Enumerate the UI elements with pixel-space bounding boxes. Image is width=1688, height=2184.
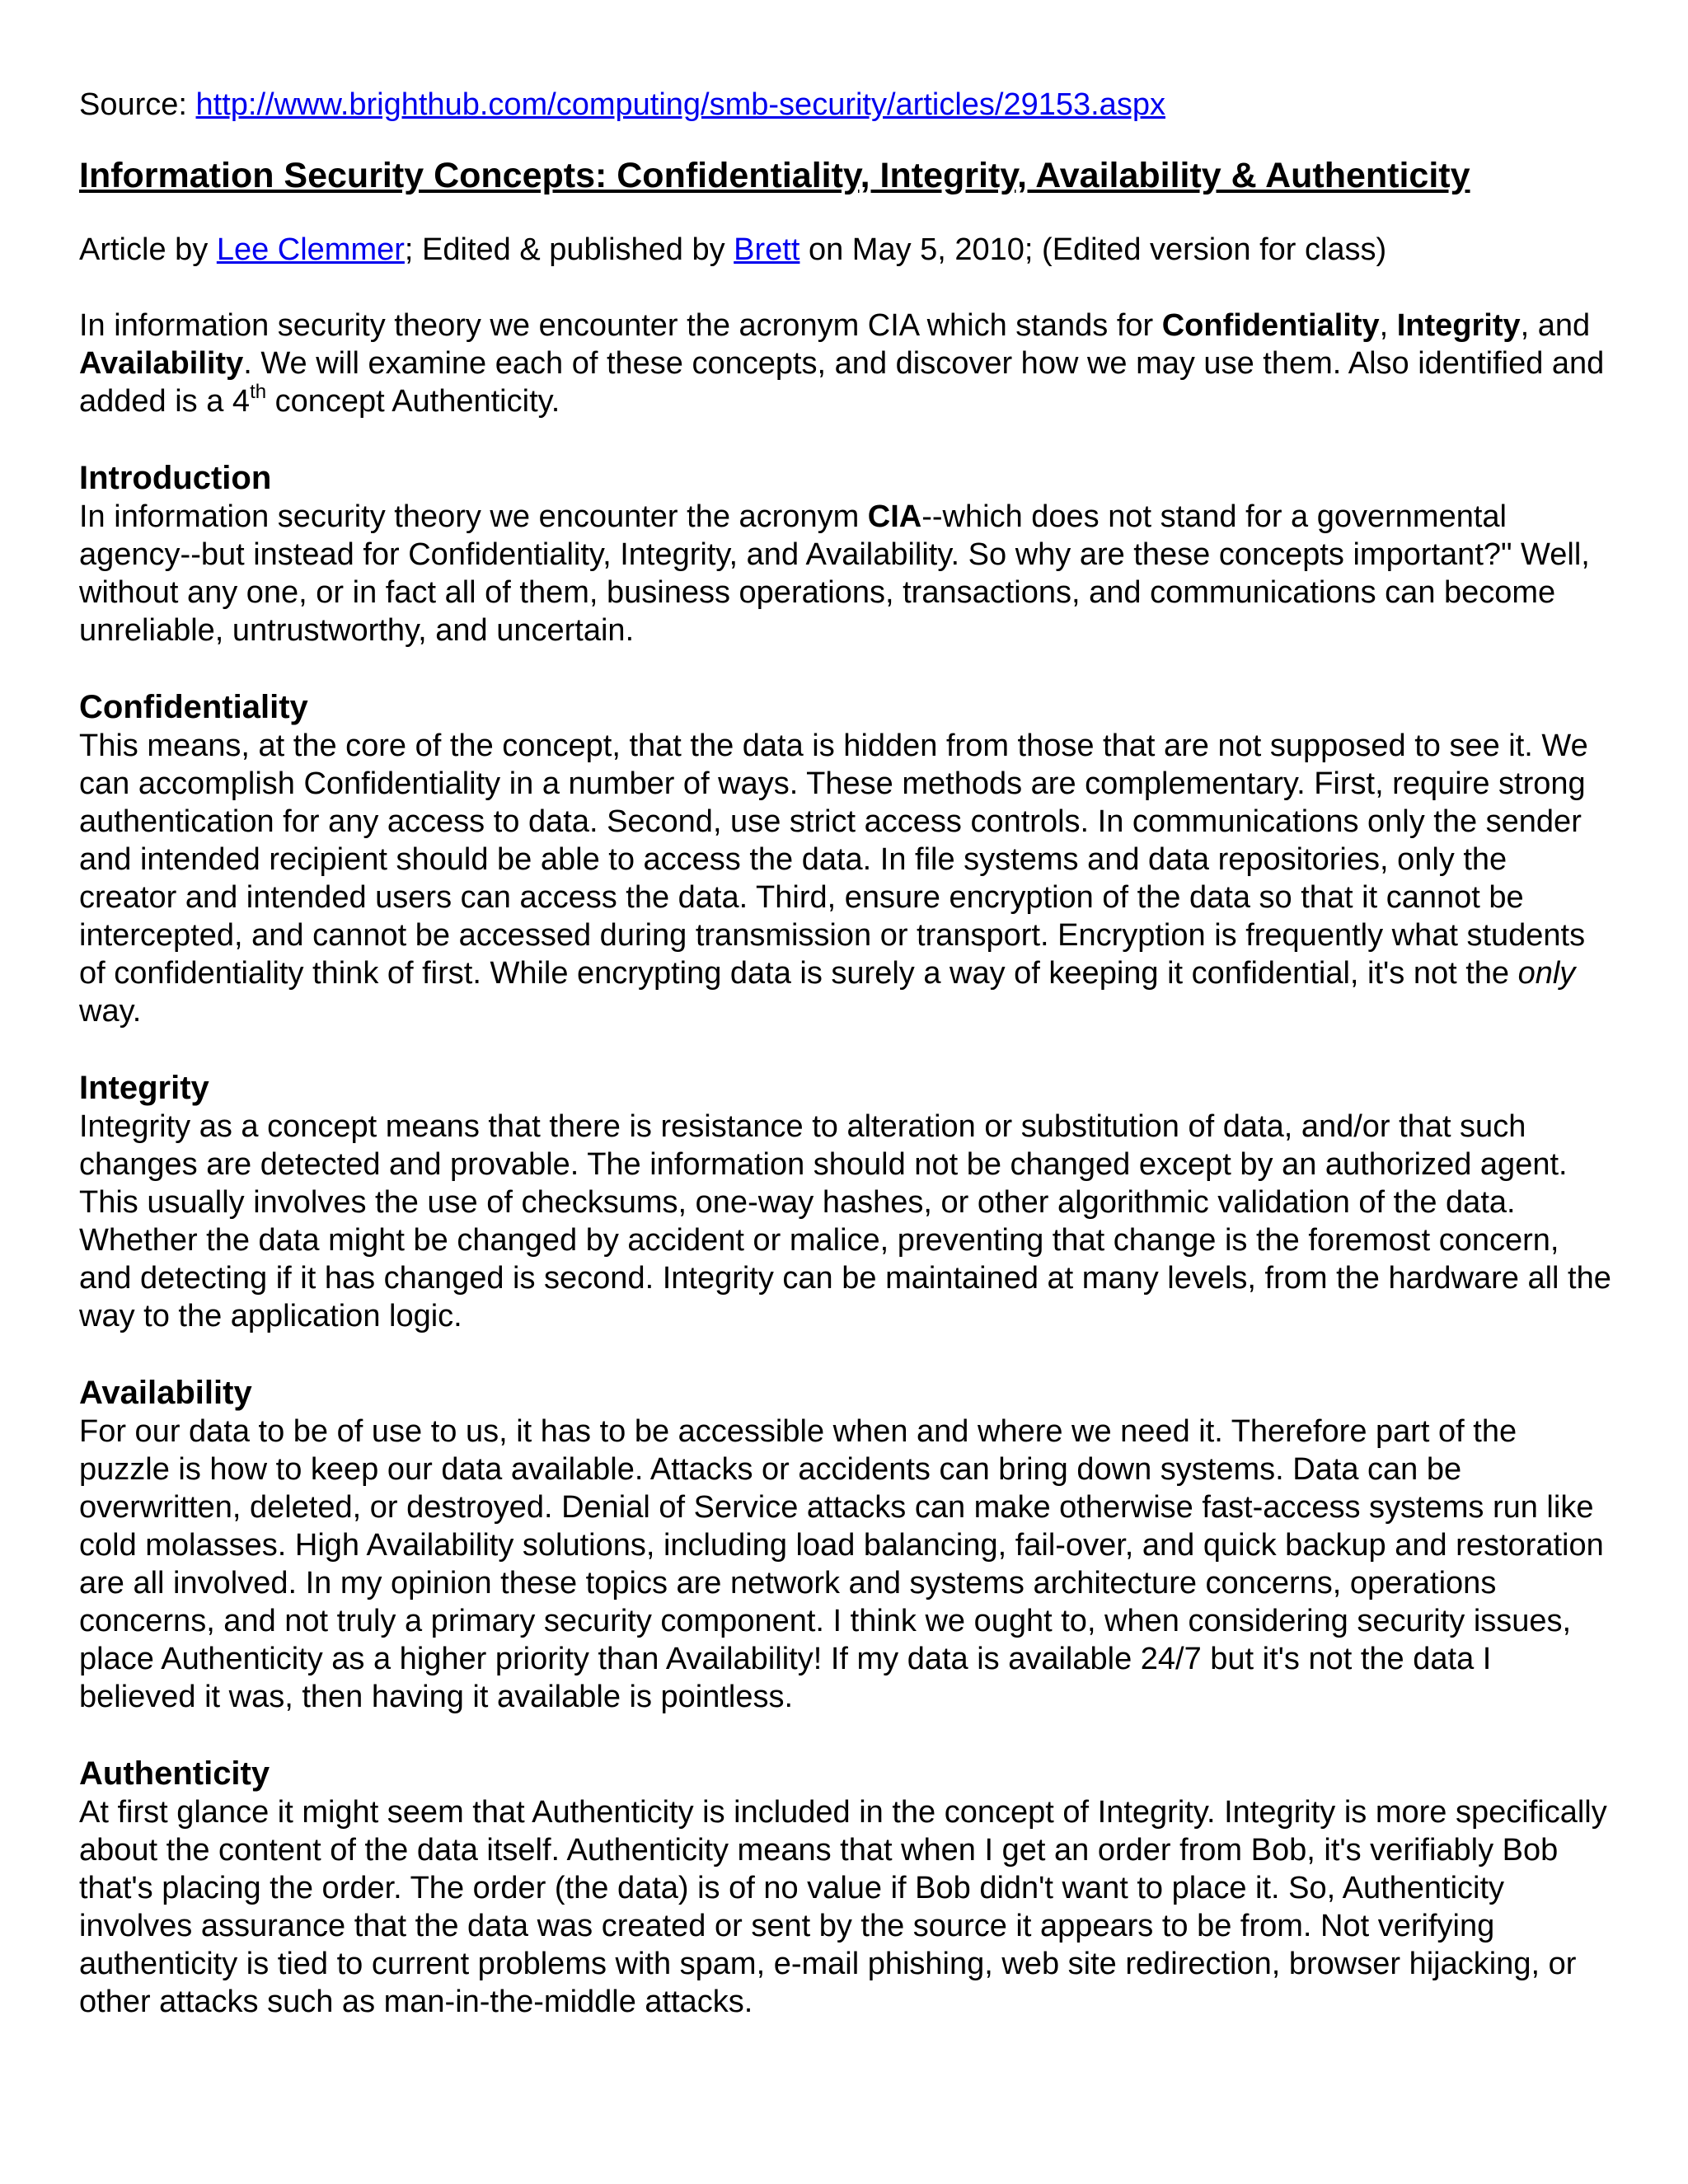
section-body: For our data to be of use to us, it has to be accessible when and where we need it. Therefore part of the puzzle is how to keep our data available. Attacks or accidents can bring down systems. Data can be overwritten, deleted, or destroyed. Denial of Service attacks can make otherwise fast-access systems run like cold molasses. High Availability solutions, including load balancing, fail-over, and quick backup and restoration are all involved. In my opinion these topics are network and systems architecture concerns, operations concerns, and not truly a primary security component. I think we ought to, when considering security issues, place Authenticity as a higher priority than Availability! If my data is available 24/7 but it's not the data I believed it was, then having it available is pointless. xyxy=(79,1414,1604,1714)
section-text: --which does not stand for a governmental agency--but instead for Confidentiality, Integrity, and Availability. So why are these concepts important?" Well, without any one, or in fact all of them, business operations, transactions, and communications can become unreliable, untrustworthy, and uncertain. xyxy=(79,499,1590,648)
ordinal-suffix: th xyxy=(250,381,267,403)
section-body xyxy=(79,727,1612,1030)
section-body xyxy=(79,498,1612,649)
author-link[interactable]: Lee Clemmer xyxy=(216,232,405,267)
section-integrity xyxy=(79,1068,1612,1335)
document-page xyxy=(79,86,1612,2059)
section-authenticity xyxy=(79,1754,1612,2021)
lead-term-integrity: Integrity xyxy=(1396,308,1521,343)
lead-text: . We will examine each of these concepts, and discover how we may use them. Also identified and added is a 4 xyxy=(79,346,1605,419)
section-body: At first glance it might seem that Authenticity is included in the concept of Integrity. Integrity is more specifically about the content of the data itself. Authenticity means that when I get an order from Bob, it's verifiably Bob that's placing the order. The order (the data) is of no value if Bob didn't want to place it. So, Authenticity involves assurance that the data was created or sent by the source it appears to be from. Not verifying authenticity is tied to current problems with spam, e-mail phishing, web site redirection, browser hijacking, or other attacks such as man-in-the-middle attacks. xyxy=(79,1795,1607,2019)
section-text: In information security theory we encounter the acronym xyxy=(79,499,868,534)
section-text: way. xyxy=(79,994,142,1029)
section-text: This means, at the core of the concept, that the data is hidden from those that are not supposed to see it. We can accomplish Confidentiality in a number of ways. These methods are complementary. First, require strong authentication for any access to data. Second, use strict access controls. In communications only the sender and intended recipient should be able to access the data. In file systems and data repositories, only the creator and intended users can access the data. Third, ensure encryption of the data so that it cannot be intercepted, and cannot be accessed during transmission or transport. Encryption is frequently what students of confidentiality think of first. While encrypting data is surely a way of keeping it confidential, it's not the xyxy=(79,729,1588,991)
section-confidentiality xyxy=(79,687,1612,1030)
byline-suffix: on May 5, 2010; (Edited version for class) xyxy=(799,232,1387,267)
section-availability xyxy=(79,1373,1612,1716)
lead-term-confidentiality: Confidentiality xyxy=(1161,308,1380,343)
lead-text: In information security theory we encounter the acronym CIA which stands for xyxy=(79,308,1162,343)
term-cia: CIA xyxy=(867,499,922,534)
source-line xyxy=(79,86,1612,124)
byline-prefix: Article by xyxy=(79,232,217,267)
section-heading: Integrity xyxy=(79,1070,209,1106)
lead-text: concept Authenticity. xyxy=(266,384,560,419)
section-heading: Authenticity xyxy=(79,1755,270,1792)
lead-text: , and xyxy=(1520,308,1591,343)
source-link[interactable]: http://www.brighthub.com/computing/smb-security/articles/29153.aspx xyxy=(195,87,1165,122)
emphasis-only: only xyxy=(1517,956,1576,991)
section-heading: Confidentiality xyxy=(79,689,308,725)
section-introduction xyxy=(79,458,1612,649)
lead-paragraph xyxy=(79,307,1612,420)
article-title: Information Security Concepts: Confidentiality, Integrity, Availability & Authenticity xyxy=(79,156,1470,195)
section-body: Integrity as a concept means that there is resistance to alteration or substitution of data, and/or that such changes are detected and provable. The information should not be changed except by an authorized agent. This usually involves the use of checksums, one-way hashes, or other algorithmic validation of the data. Whether the data might be changed by accident or malice, preventing that change is the foremost concern, and detecting if it has changed is second. Integrity can be maintained at many levels, from the hardware all the way to the application logic. xyxy=(79,1109,1611,1333)
section-heading: Introduction xyxy=(79,460,272,496)
editor-link[interactable]: Brett xyxy=(734,232,800,267)
section-heading: Availability xyxy=(79,1375,252,1411)
source-label: Source: xyxy=(79,87,196,122)
lead-term-availability: Availability xyxy=(79,346,244,381)
lead-text: , xyxy=(1379,308,1397,343)
byline-middle: ; Edited & published by xyxy=(404,232,734,267)
byline xyxy=(79,231,1612,269)
